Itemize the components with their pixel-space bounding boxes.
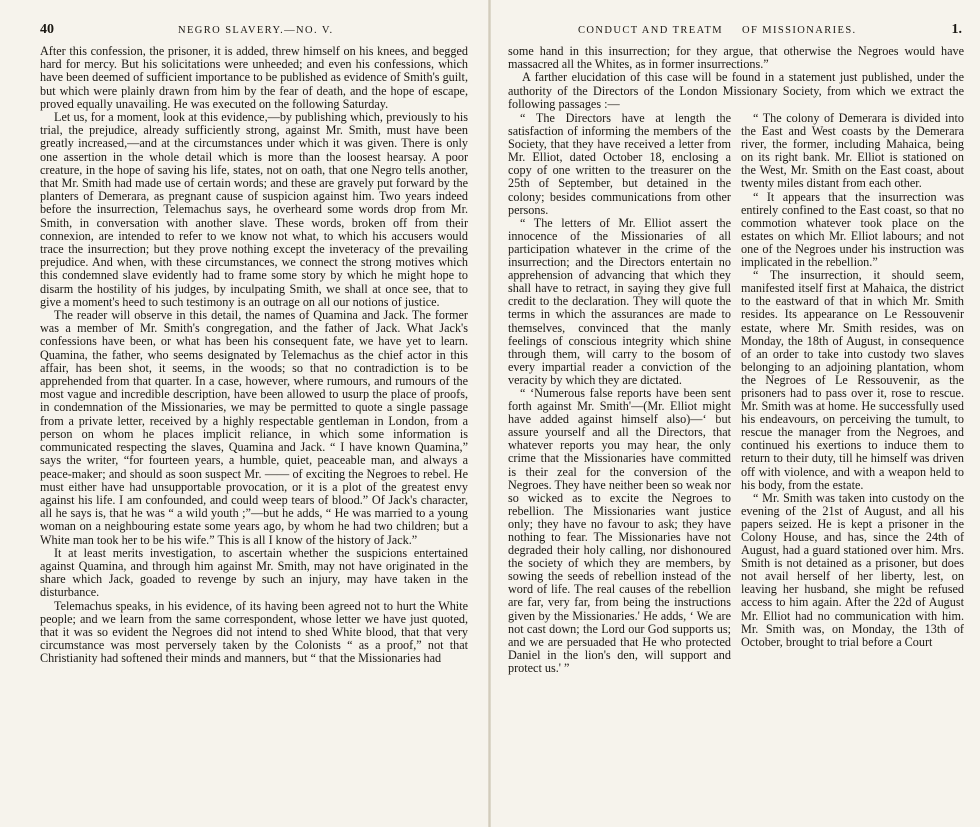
quoted-paragraph: “ ‘Numerous false reports have been sent forth against Mr. Smith'—(Mr. Elliot might have added against himself also)—‘ but assure yourself and all the Directors, that whatever reports you may hear, the only crime that the Missionaries have committed is their zeal for the conversion of the Negroes. They have neither been so weak nor so wicked as to excite the Negroes to rebellion. The Missionaries want justice only; they have no favour to ask; they have nothing to fear. The Missionaries have not degraded their holy calling, nor dishonoured the society of which they are members, by sowing the seeds of rebellion instead of the word of life. The real causes of the rebellion are far, very far, from being the instructions given by the Missionaries.' He adds, ‘ We are not cast down; the Lord our God supports us; and we are persuaded that He who protected Daniel in the lion's den, will support and protect us.' ” bbox=[508, 385, 731, 675]
left-body-text bbox=[40, 45, 468, 666]
quoted-paragraph: “ The letters of Mr. Elliot assert the innocence of the Missionaries of all participation whatever in the crime of the insurrection; and the Directors entertain no apprehension of advancing that which they shall have to retract, in saying they give full credit to the declaration. They will quote the terms in which the assurances are made to themselves, convinced that the manly feelings of conscious integrity which shine through them, will carry to the bosom of every impartial reader a conviction of the veracity by which they are dictated. bbox=[508, 215, 731, 387]
right-running-head bbox=[508, 24, 964, 42]
right-page bbox=[490, 0, 980, 827]
quoted-paragraph: “ The colony of Demerara is divided into the East and West coasts by the Demerara river, the former, including Mahaica, being on its right bank. Mr. Elliot is stationed on the West, Mr. Smith on the East coast, about twenty miles distant from each other. bbox=[741, 111, 964, 191]
quoted-paragraph: “ It appears that the insurrection was entirely confined to the East coast, so that no commotion whatever took place on the estates on which Mr. Elliot labours; and not one of the Negroes under his instruction was implicated in the rebellion.” bbox=[741, 189, 964, 270]
right-intro-paragraph: some hand in this insurrection; for they argue, that otherwise the Negroes would have massacred all the Whites, as in former insurrections.” bbox=[508, 44, 964, 72]
right-running-title-left: CONDUCT AND TREATM bbox=[578, 25, 723, 36]
quoted-paragraph: “ The insurrection, it should seem, manifested itself first at Mahaica, the district to the eastward of that in which Mr. Smith resides. Its appearance on Le Ressouvenir estate, where Mr. Smith resides, was on Monday, the 18th of August, in consequence of an order to take into custody two slaves belonging to an adjoining plantation, whom the Negroes of Le Ressouvenir, as the prisoners had to pass over it, rose to rescue. Mr. Smith was at home. He successfully used his endeavours, on perceiving the tumult, to rescue the manager from the Negroes, and continued his exertions to induce them to return to their duty, till he himself was driven off with violence, and with a weapon held to his body, from the estate. bbox=[741, 268, 964, 492]
quoted-paragraph: “ The Directors have at length the satisfaction of informing the members of the Society, that they have received a letter from Mr. Elliot, dated October 18, enclosing a copy of one written to the treasurer on the 25th of September, but detained in the colony; besides communications from other persons. bbox=[508, 111, 731, 217]
left-paragraph: The reader will observe in this detail, the names of Quamina and Jack. The former was a member of Mr. Smith's congregation, and the father of Jack. What Jack's confessions have been, or what has been his consequent fate, we have yet to learn. Quamina, the father, who seems designated by Telemachus as the chief actor in this affair, has been shot, it seems, in the woods; so that no contradiction is to be apprehended from that quarter. In a case, however, where rumours, and rumours of the most vague and incredible description, have been allowed to usurp the place of proofs, in condemnation of the Missionaries, we may be permitted to quote a single passage from a private letter, received by a highly respectable gentleman in London, from a person on whom he places implicit reliance, in which some information is communicated respecting the slaves, Quamina and Jack. “ I have known Quamina,” says the writer, “for fourteen years, a humble, quiet, peaceable man, and always a peace-maker; and should as soon suspect Mr. —— of exciting the Negroes to rebel. He must either have had unsupportable provocation, or it is a plot of the greatest envy against his life. I am confounded, and could weep tears of blood.” Of Jack's character, all he says is, that he was “ a wild youth ;”—but he adds, “ He was married to a young woman on a neighbouring estate some years ago, by whom he had two children; but a White man took her to be his wife.” This is all I know of the history of Jack.” bbox=[40, 308, 468, 547]
quoted-passages-columns bbox=[508, 112, 964, 675]
left-page-number: 40 bbox=[40, 22, 54, 37]
right-intro-paragraph: A farther elucidation of this case will be found in a statement just published, under the authority of the Directors of the London Missionary Society, from which we extract the following passages :— bbox=[508, 70, 964, 111]
right-page-number: 1. bbox=[951, 22, 962, 37]
left-paragraph: Let us, for a moment, look at this evidence,—by publishing which, previously to his trial, the prejudice, already sufficiently strong, against Mr. Smith, must have been greatly increased,—and at the circumstances under which it was given. There is only one assertion in the whole detail which is more than the loosest hearsay. A poor creature, in the hope of saving his life, states, not on oath, that one Negro tells another, that Mr. Smith had made use of certain words; and these are gravely put forward by the planters of Demerara, as pregnant cause of suspicion against him. Two years indeed before the insurrection, Telemachus says, he overheard some words drop from Mr. Smith, in conversation with another slave. These words, broken off from their connexion, are intended to refer to we know not what, to which his accusers would trace the insurrection; but they prove nothing except the inveteracy of the prevailing prejudice. And when, with these circumstances, we connect the strong motives which this condemned slave evidently had to frame some story by which he might hope to disarm the hostility of his judges, by inculpating Smith, we shall at once see, that to give a moment's heed to such testimony is an outrage on all our notions of justice. bbox=[40, 110, 468, 309]
quoted-paragraph: “ Mr. Smith was taken into custody on the evening of the 21st of August, and all his papers seized. He is kept a prisoner in the Colony House, and has, since the 24th of August, had a guard stationed over him. Mrs. Smith is not detained as a prisoner, but does not avail herself of her liberty, lest, on leaving her husband, she might be refused access to him again. After the 22d of August Mr. Elliot had no communication with him. Mr. Smith was, on Monday, the 13th of October, brought to trial before a Court bbox=[741, 490, 964, 649]
left-paragraph: It at least merits investigation, to ascertain whether the suspicions entertained against Quamina, and through him against Mr. Smith, may not have originated in the share which Jack, goaded to revenge by such an injury, may have taken in the disturbance. bbox=[40, 545, 468, 600]
quoted-column-2 bbox=[741, 112, 964, 675]
left-paragraph: Telemachus speaks, in his evidence, of its having been agreed not to hurt the White people; and we learn from the same correspondent, whose letter we have just quoted, that it was so evident the Negroes did not intend to shed White blood, that that very circumstance was most perversely taken by the Colonists “ as a proof,” not that Christianity had softened their minds and manners, but “ that the Missionaries had bbox=[40, 598, 468, 666]
left-paragraph: After this confession, the prisoner, it is added, threw himself on his knees, and begged hard for mercy. But his solicitations were unheeded; and even his confessions, which have been deemed of sufficient importance to be published as evidence of Smith's guilt, but which were plainly drawn from him by the fear of death, and the hope of escape, proved equally unavailing. He was executed on the following Saturday. bbox=[40, 44, 468, 111]
left-running-head bbox=[40, 24, 468, 42]
right-intro-text bbox=[508, 45, 964, 111]
left-running-title: NEGRO SLAVERY.—NO. V. bbox=[178, 25, 334, 36]
right-running-title-right: OF MISSIONARIES. bbox=[742, 25, 857, 36]
quoted-column-1 bbox=[508, 112, 731, 675]
